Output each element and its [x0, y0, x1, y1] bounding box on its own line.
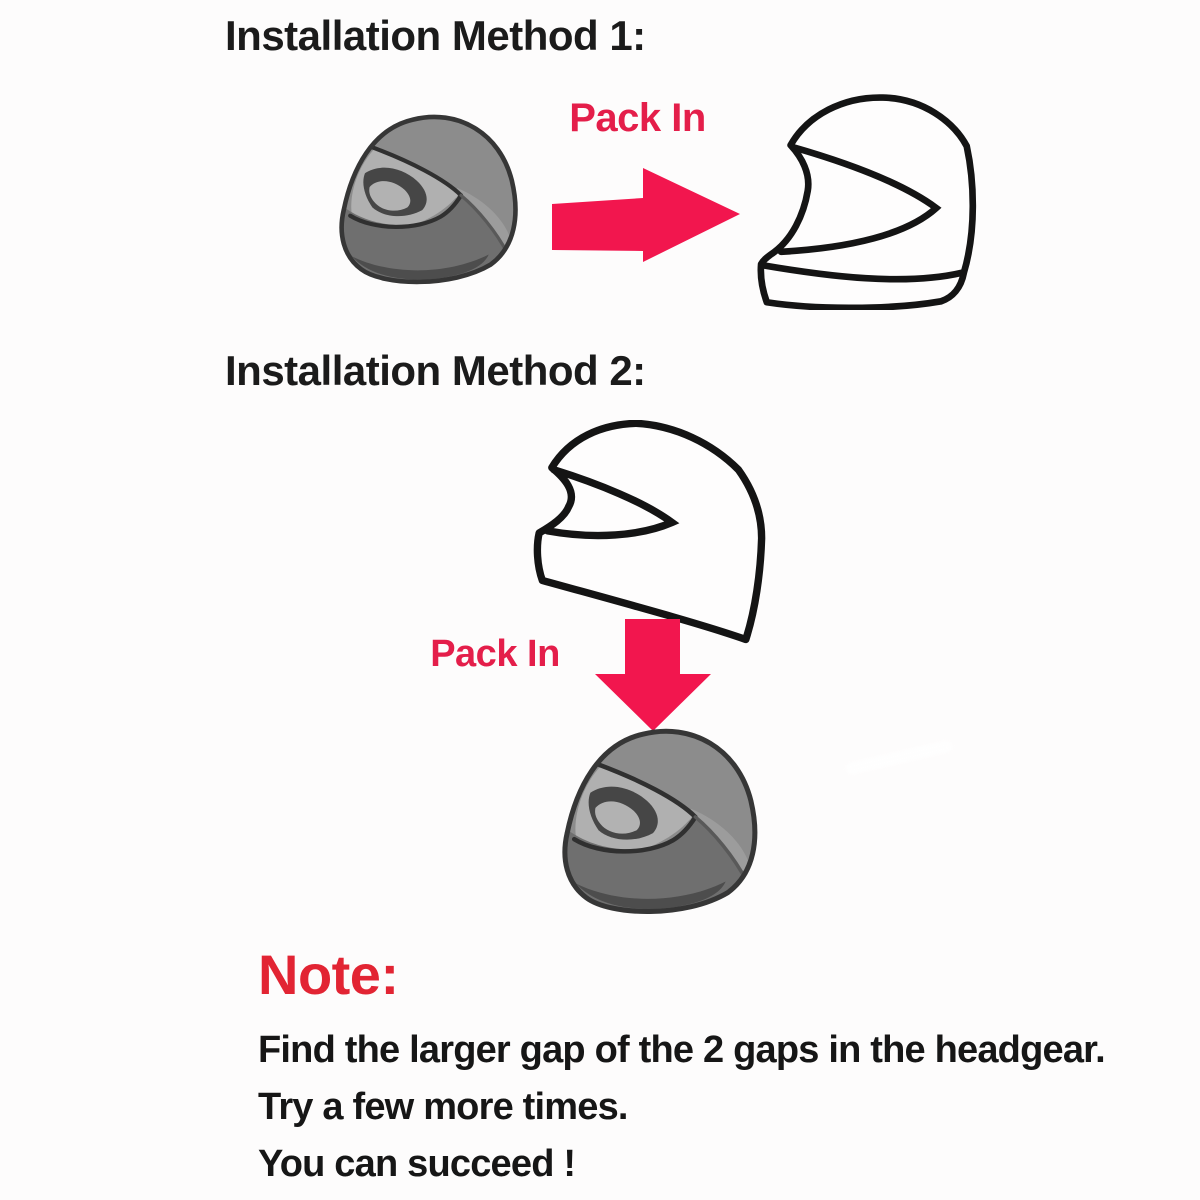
helmet-cover-outline-icon — [497, 420, 769, 647]
helmet-icon — [328, 112, 522, 288]
method-2-title: Installation Method 2: — [225, 347, 646, 394]
photo-scratch-artifact — [845, 740, 953, 775]
arrow-right-icon — [552, 167, 742, 263]
note-lines — [258, 1028, 1105, 1199]
note-line: Find the larger gap of the 2 gaps in the headgear. — [258, 1029, 1105, 1071]
arrow-down-icon — [592, 619, 714, 731]
note-line: You can succeed ! — [258, 1143, 576, 1185]
pack-in-label: Pack In — [430, 633, 560, 675]
helmet-icon — [550, 726, 762, 918]
note-title: Note: — [258, 943, 399, 1006]
method-1-title: Installation Method 1: — [225, 12, 646, 59]
helmet-cover-outline-icon — [743, 86, 981, 310]
pack-in-label: Pack In — [569, 96, 706, 140]
note-line: Try a few more times. — [258, 1086, 628, 1128]
